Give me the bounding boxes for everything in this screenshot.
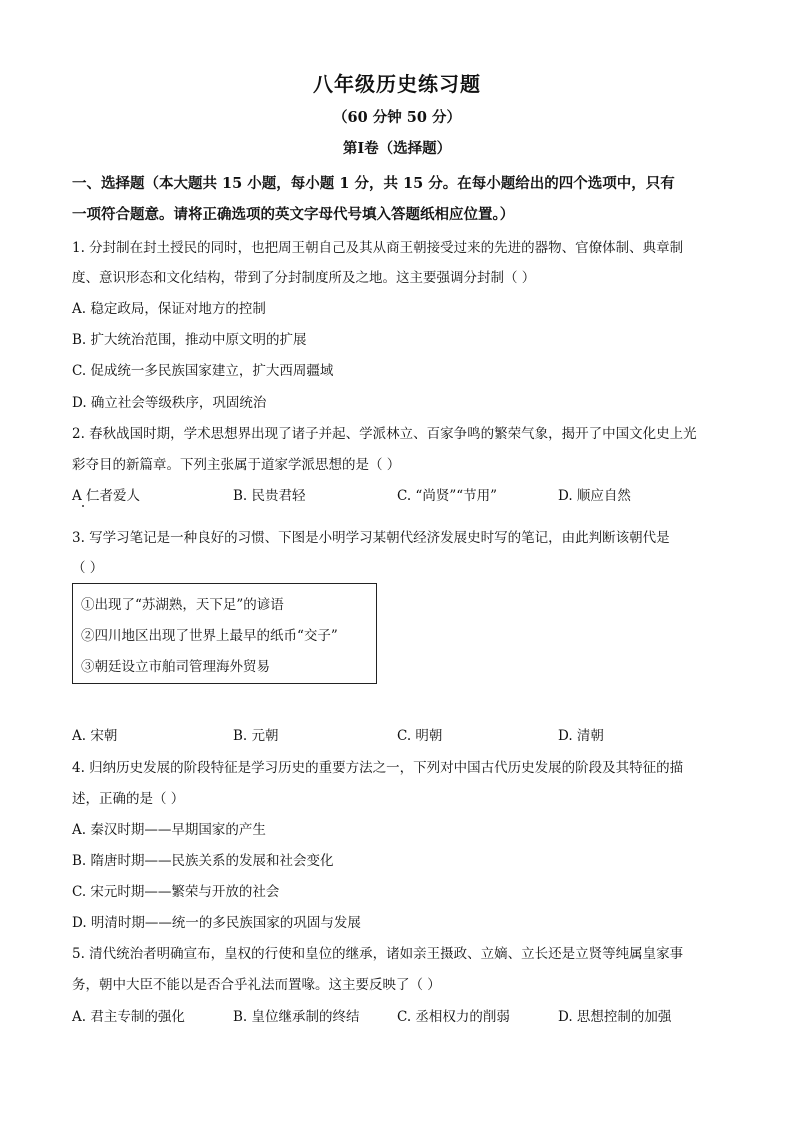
volume-heading: 第Ⅰ卷（选择题）: [342, 140, 452, 157]
q3-option-d: D. 清朝: [558, 728, 604, 744]
note-item-3: ③朝廷设立市舶司管理海外贸易: [81, 659, 270, 675]
q5-option-c: C. 丞相权力的削弱: [397, 1009, 510, 1025]
q1-option-c: C. 促成统一多民族国家建立，扩大西周疆域: [72, 363, 334, 379]
q3-option-b: B. 元朝: [233, 728, 279, 744]
exam-time-score: （60 分钟 50 分）: [332, 109, 461, 126]
q3-stem-line2: （ ）: [72, 560, 104, 576]
q1-stem-line2: 度、意识形态和文化结构，带到了分封制度所及之地。这主要强调分封制（ ）: [72, 270, 536, 286]
q2-stem-line2: 彩夺目的新篇章。下列主张属于道家学派思想的是（ ）: [72, 457, 401, 473]
q1-option-b: B. 扩大统治范围，推动中原文明的扩展: [72, 332, 307, 348]
q3-option-a: A. 宋朝: [72, 728, 118, 744]
study-notes-box: [72, 583, 377, 684]
q5-stem-line2: 务，朝中大臣不能以是否合乎礼法而置喙。这主要反映了（ ）: [72, 977, 441, 993]
page-title: 八年级历史练习题: [313, 72, 481, 96]
q1-stem-line1: 1. 分封制在封土授民的同时，也把周王朝自己及其从商王朝接受过来的先进的器物、官僚体制、典章制: [72, 240, 684, 256]
stray-dot-mark: [82, 505, 84, 507]
q3-option-c: C. 明朝: [397, 728, 443, 744]
note-item-1: ①出现了“苏湖熟，天下足”的谚语: [81, 597, 284, 613]
q2-stem-line1: 2. 春秋战国时期，学术思想界出现了诸子并起、学派林立、百家争鸣的繁荣气象，揭开了中国文化史上光: [72, 426, 697, 442]
q4-option-d: D. 明清时期——统一的多民族国家的巩固与发展: [72, 915, 361, 931]
q1-option-d: D. 确立社会等级秩序，巩固统治: [72, 395, 267, 411]
section-instructions-line2: 一项符合题意。请将正确选项的英文字母代号填入答题纸相应位置。）: [72, 206, 515, 223]
q3-stem-line1: 3. 写学习笔记是一种良好的习惯、下图是小明学习某朝代经济发展史时写的笔记，由此判断该朝代是: [72, 530, 670, 546]
q5-option-b: B. 皇位继承制的终结: [233, 1009, 360, 1025]
section-instructions-line1: 一、选择题（本大题共 15 小题，每小题 1 分，共 15 分。在每小题给出的四个选项中，只有: [72, 175, 675, 192]
q2-option-a: A 仁者爱人: [72, 488, 141, 504]
q4-stem-line1: 4. 归纳历史发展的阶段特征是学习历史的重要方法之一，下列对中国古代历史发展的阶段及其特征的描: [72, 760, 684, 776]
q5-option-d: D. 思想控制的加强: [558, 1009, 672, 1025]
q5-option-a: A. 君主专制的强化: [72, 1009, 185, 1025]
q2-option-b: B. 民贵君轻: [233, 488, 306, 504]
q4-option-a: A. 秦汉时期——早期国家的产生: [72, 822, 266, 838]
q2-option-c: C. “尚贤”“节用”: [397, 488, 498, 504]
q4-option-c: C. 宋元时期——繁荣与开放的社会: [72, 884, 280, 900]
q1-option-a: A. 稳定政局，保证对地方的控制: [72, 301, 266, 317]
q4-stem-line2: 述，正确的是（ ）: [72, 791, 185, 807]
q4-option-b: B. 隋唐时期——民族关系的发展和社会变化: [72, 853, 334, 869]
q2-option-d: D. 顺应自然: [558, 488, 631, 504]
q5-stem-line1: 5. 清代统治者明确宣布，皇权的行使和皇位的继承，诸如亲王摄政、立嫡、立长还是立贤等纯属皇家事: [72, 946, 684, 962]
note-item-2: ②四川地区出现了世界上最早的纸币“交子”: [81, 628, 338, 644]
